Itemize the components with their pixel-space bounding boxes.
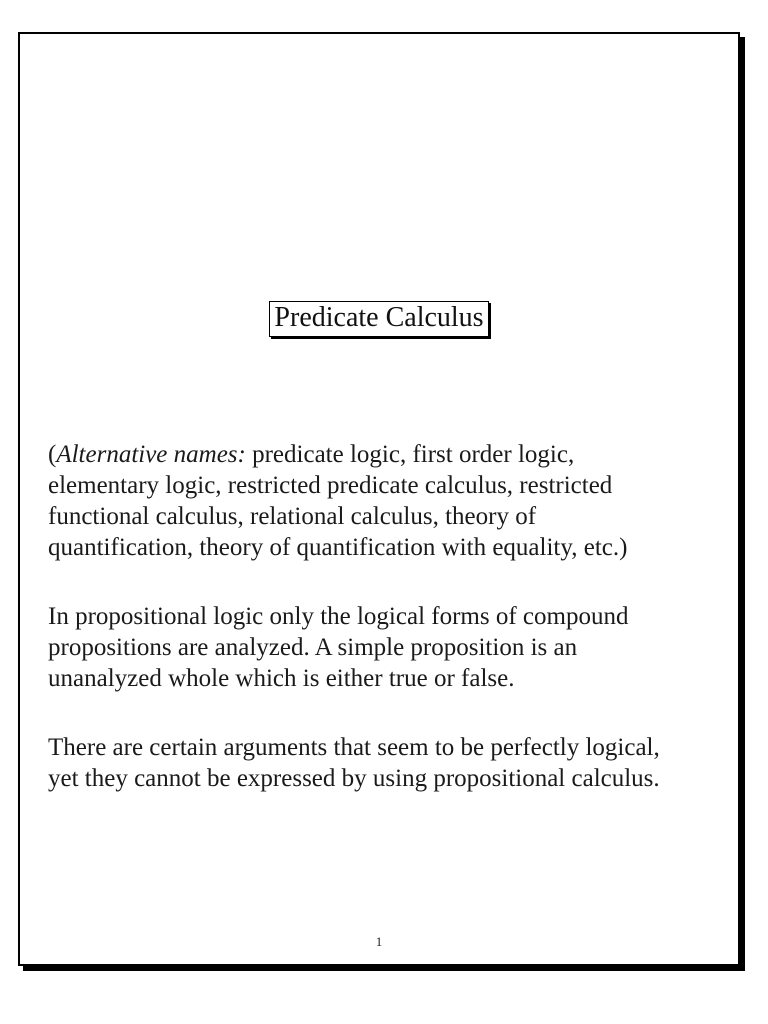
paragraph-line: elementary logic, restricted predicate calculus, restricted — [48, 472, 613, 499]
alternative-names-paragraph — [48, 439, 734, 563]
paragraph-line — [48, 439, 734, 470]
paragraph-line: In propositional logic only the logical forms of compound — [48, 603, 629, 630]
alternative-names-text: predicate logic, first order logic, — [245, 441, 575, 468]
arguments-paragraph — [48, 732, 734, 794]
paragraph-line: There are certain arguments that seem to be perfectly logical, — [48, 734, 660, 761]
slide-title: Predicate Calculus — [269, 301, 488, 337]
paragraph-line: yet they cannot be expressed by using propositional calculus. — [48, 765, 660, 792]
paragraph-line: propositions are analyzed. A simple proposition is an — [48, 634, 578, 661]
slide-frame — [18, 32, 740, 966]
open-paren: ( — [48, 441, 57, 468]
alternative-names-label: Alternative names: — [56, 441, 246, 468]
title-container — [20, 301, 738, 337]
paragraph-line: unanalyzed whole which is either true or false. — [48, 665, 515, 692]
paragraph-line: quantification, theory of quantification with equality, etc.) — [48, 534, 628, 561]
propositional-logic-paragraph — [48, 601, 734, 694]
paragraph-line: functional calculus, relational calculus, theory of — [48, 503, 537, 530]
page-number: 1 — [375, 934, 383, 949]
